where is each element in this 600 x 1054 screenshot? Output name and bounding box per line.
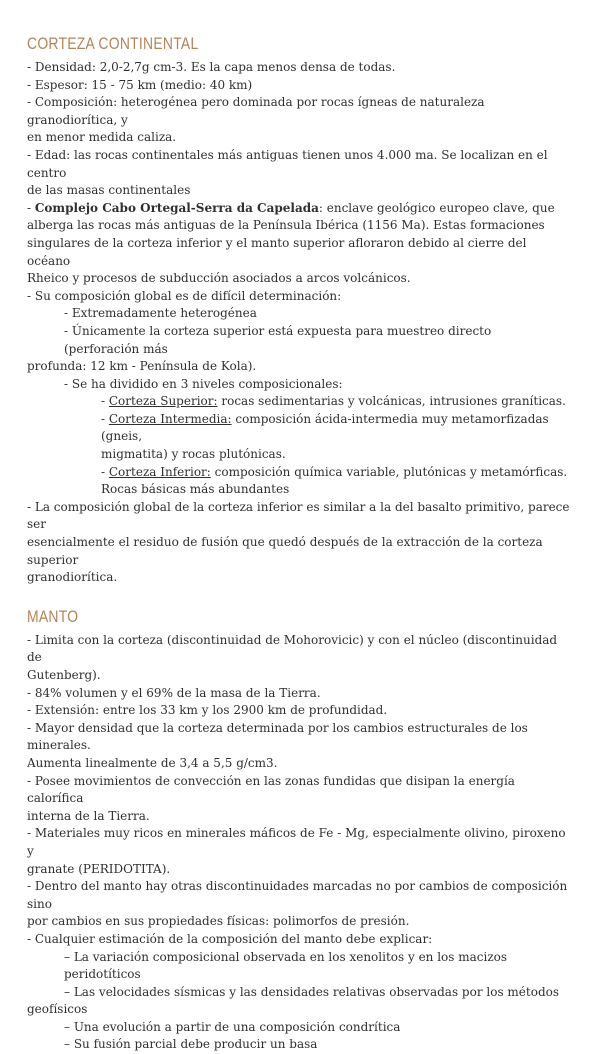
complejo-bold: Complejo Cabo Ortegal-Serra da Capelada — [34, 200, 319, 215]
manto-estimacion: - Cualquier estimación de la composición del manto debe explicar: — [27, 931, 433, 946]
manto-materiales-2: granate (PERIDOTITA). — [27, 861, 171, 876]
manto-limita-2: Gutenberg). — [27, 668, 101, 682]
corteza-edad-2: de las masas continentales — [27, 183, 191, 198]
manto-limita-1: - Limita con la corteza (discontinuidad de Mohorovicic) y con el núcleo (discontinuidad de — [27, 632, 558, 665]
manto-conveccion-1: - Posee movimientos de convección en las zonas fundidas que disipan la energía calorífica — [27, 773, 515, 806]
corteza-edad-1: - Edad: las rocas continentales más antiguas tienen unos 4.000 ma. Se localizan en el centro — [27, 147, 548, 180]
corteza-global-sub2-1: - Únicamente la corteza superior está expuesta para muestreo directo (perforación más — [64, 323, 492, 356]
inferior-prefix: - — [101, 464, 109, 479]
corteza-complejo-4: Rheico y procesos de subducción asociados a arcos volcánicos. — [27, 271, 411, 286]
corteza-composicion-1: - Composición: heterogénea pero dominada por rocas ígneas de naturaleza granodiorítica, y — [27, 95, 485, 127]
manto-extension: - Extensión: entre los 33 km y los 2900 km de profundidad. — [27, 703, 388, 718]
corteza-global-1: - Su composición global es de difícil determinación: — [27, 288, 342, 303]
corteza-intermedia-2: migmatita) y rocas plutónicas. — [101, 447, 286, 462]
corteza-final-2: esencialmente el residuo de fusión que quedó después de la extracción de la corteza superior — [27, 535, 543, 567]
complejo-rest: : enclave geológico europeo clave, que — [318, 200, 555, 215]
corteza-complejo-1 — [27, 200, 570, 218]
superior-prefix: - — [101, 394, 109, 409]
intermedia-rest: composición ácida-intermedia muy metamorfizadas (gneis, — [101, 411, 549, 444]
manto-densidad-2: Aumenta linealmente de 3,4 a 5,5 g/cm3. — [27, 755, 278, 770]
corteza-global-sub2-2: profunda: 12 km - Península de Kola). — [27, 359, 257, 374]
corteza-espesor: - Espesor: 15 - 75 km (medio: 40 km) — [27, 77, 253, 92]
manto-materiales-1: - Materiales muy ricos en minerales máficos de Fe - Mg, especialmente olivino, piroxeno y — [27, 826, 566, 858]
corteza-superior — [27, 393, 570, 411]
superior-rest: rocas sedimentarias y volcánicas, intrusiones graníticas. — [217, 394, 566, 409]
section-title-manto: MANTO — [27, 606, 79, 626]
manto-conveccion-2: interna de la Tierra. — [27, 808, 150, 823]
manto-disc-1: - Dentro del manto hay otras discontinuidades marcadas no por cambios de composición sino — [27, 879, 568, 911]
corteza-final-3: granodiorítica. — [27, 570, 118, 585]
corteza-inferior-1 — [27, 464, 570, 482]
manto-e3: – Una evolución a partir de una composición condrítica — [64, 1019, 401, 1034]
section-corteza — [27, 34, 570, 587]
corteza-complejo-3: singulares de la corteza inferior y el manto superior afloraron debido al cierre del océano — [27, 235, 527, 268]
corteza-complejo-2: alberga las rocas más antiguas de la Península Ibérica (1156 Ma). Estas formaciones — [27, 218, 545, 233]
section-title-corteza: CORTEZA CONTINENTAL — [27, 34, 199, 53]
inferior-label: Corteza Inferior: — [108, 464, 211, 479]
corteza-intermedia-1 — [27, 411, 570, 446]
superior-label: Corteza Superior: — [108, 394, 218, 409]
corteza-final-1: - La composición global de la corteza inferior es similar a la del basalto primitivo, parece ser — [27, 499, 570, 532]
manto-e2-1: – Las velocidades sísmicas y las densidades relativas observadas por los métodos — [64, 984, 560, 999]
corteza-composicion-2: en menor medida caliza. — [27, 130, 177, 145]
intermedia-prefix: - — [101, 411, 109, 426]
corteza-inferior-2: Rocas básicas más abundantes — [101, 482, 290, 497]
manto-densidad-1: - Mayor densidad que la corteza determinada por los cambios estructurales de los minerales. — [27, 720, 528, 753]
inferior-rest: composición química variable, plutónicas y metamórficas. — [210, 464, 568, 479]
manto-e1: – La variación composicional observada en los xenolitos y en los macizos peridotíticos — [64, 949, 508, 982]
section-manto — [27, 607, 570, 1054]
corteza-global-sub3: - Se ha dividido en 3 niveles composicionales: — [64, 376, 343, 391]
intermedia-label: Corteza Intermedia: — [108, 411, 232, 426]
manto-disc-2: por cambios en sus propiedades físicas: polimorfos de presión. — [27, 914, 410, 929]
manto-e2-2: geofísicos — [27, 1002, 88, 1017]
corteza-densidad: - Densidad: 2,0-2,7g cm-3. Es la capa menos densa de todas. — [27, 60, 396, 74]
complejo-prefix: - — [27, 200, 35, 215]
manto-volumen: - 84% volumen y el 69% de la masa de la Tierra. — [27, 685, 321, 700]
manto-e4: – Su fusión parcial debe producir un basa — [64, 1037, 318, 1052]
corteza-global-sub1: - Extremadamente heterogénea — [64, 306, 257, 321]
